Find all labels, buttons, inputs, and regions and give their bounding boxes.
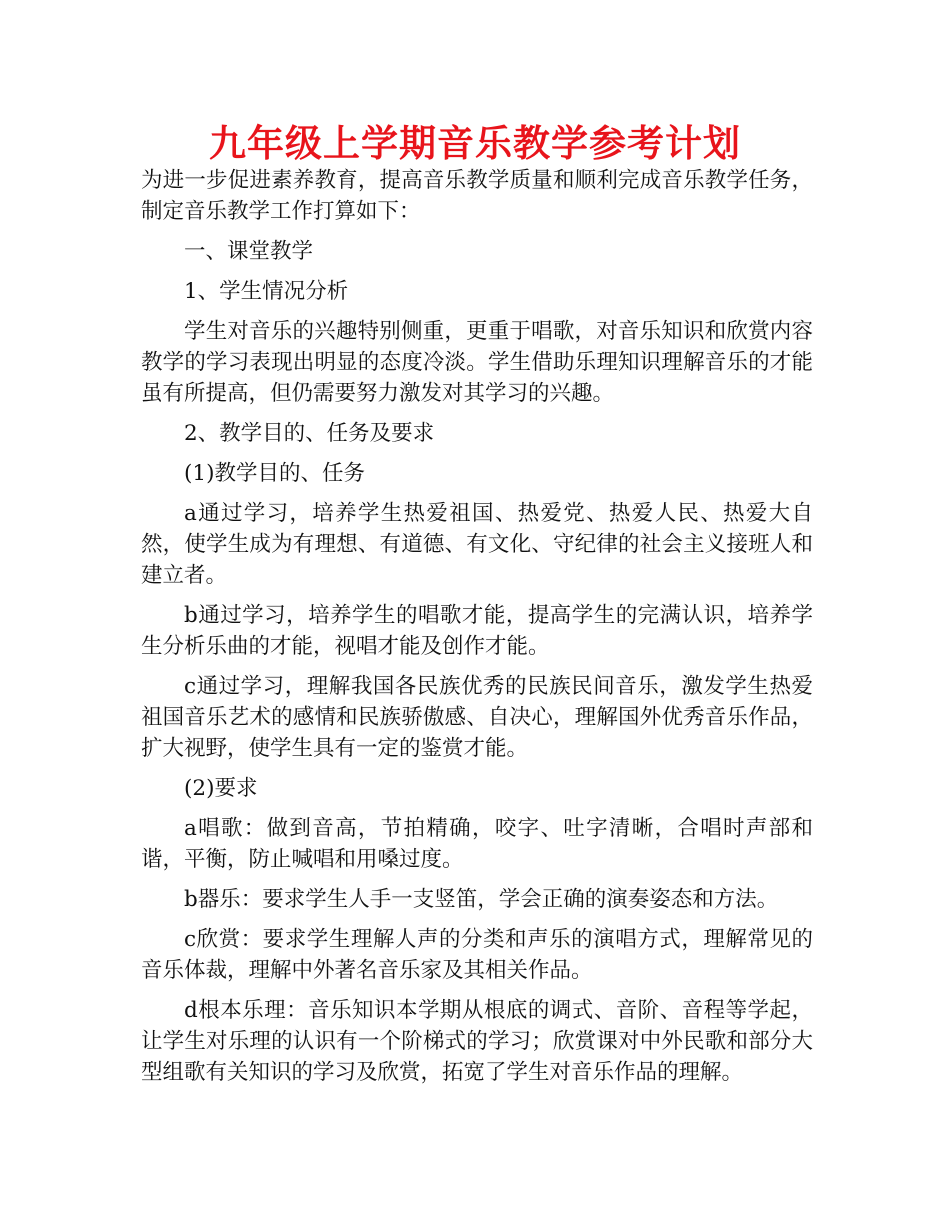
requirement-item-c: c欣赏：要求学生理解人声的分类和声乐的演唱方式，理解常见的音乐体裁，理解中外著名音乐家及其相关作品。 [141,927,813,983]
intro-paragraph: 为进一步促进素养教育，提高音乐教学质量和顺利完成音乐教学任务，制定音乐教学工作打算如下： [141,168,813,224]
goal-item-b: b通过学习，培养学生的唱歌才能，提高学生的完满认识，培养学生分析乐曲的才能，视唱才能及创作才能。 [141,603,813,659]
goal-item-a: a通过学习，培养学生热爱祖国、热爱党、热爱人民、热爱大自然，使学生成为有理想、有道德、有文化、守纪律的社会主义接班人和建立者。 [141,501,813,588]
requirement-item-d: d根本乐理：音乐知识本学期从根底的调式、音阶、音程等学起，让学生对乐理的认识有一个阶梯式的学习；欣赏课对中外民歌和部分大型组歌有关知识的学习及欣赏，拓宽了学生对音乐作品的理解。 [141,998,813,1085]
subsection-heading-goals: 2、教学目的、任务及要求 [184,421,435,446]
section-heading-classroom: 一、课堂教学 [184,239,314,264]
requirement-item-b: b器乐：要求学生人手一支竖笛，学会正确的演奏姿态和方法。 [184,887,779,912]
goal-item-c: c通过学习，理解我国各民族优秀的民族民间音乐，激发学生热爱祖国音乐艺术的感情和民族骄傲感、自决心，理解国外优秀音乐作品，扩大视野，使学生具有一定的鉴赏才能。 [141,674,813,761]
requirement-item-a: a唱歌：做到音高，节拍精确，咬字、吐字清晰，合唱时声部和谐，平衡，防止喊唱和用嗓过度。 [141,816,813,872]
subsection-heading-student-analysis: 1、学生情况分析 [184,279,349,304]
goals-tasks-heading: (1)教学目的、任务 [184,461,365,486]
document-title: 九年级上学期音乐教学参考计划 [209,121,741,165]
requirements-heading: (2)要求 [184,776,258,801]
student-analysis-paragraph: 学生对音乐的兴趣特别侧重，更重于唱歌，对音乐知识和欣赏内容教学的学习表现出明显的态度冷淡。学生借助乐理知识理解音乐的才能虽有所提高，但仍需要努力激发对其学习的兴趣。 [141,319,813,406]
document-body [141,165,813,1097]
